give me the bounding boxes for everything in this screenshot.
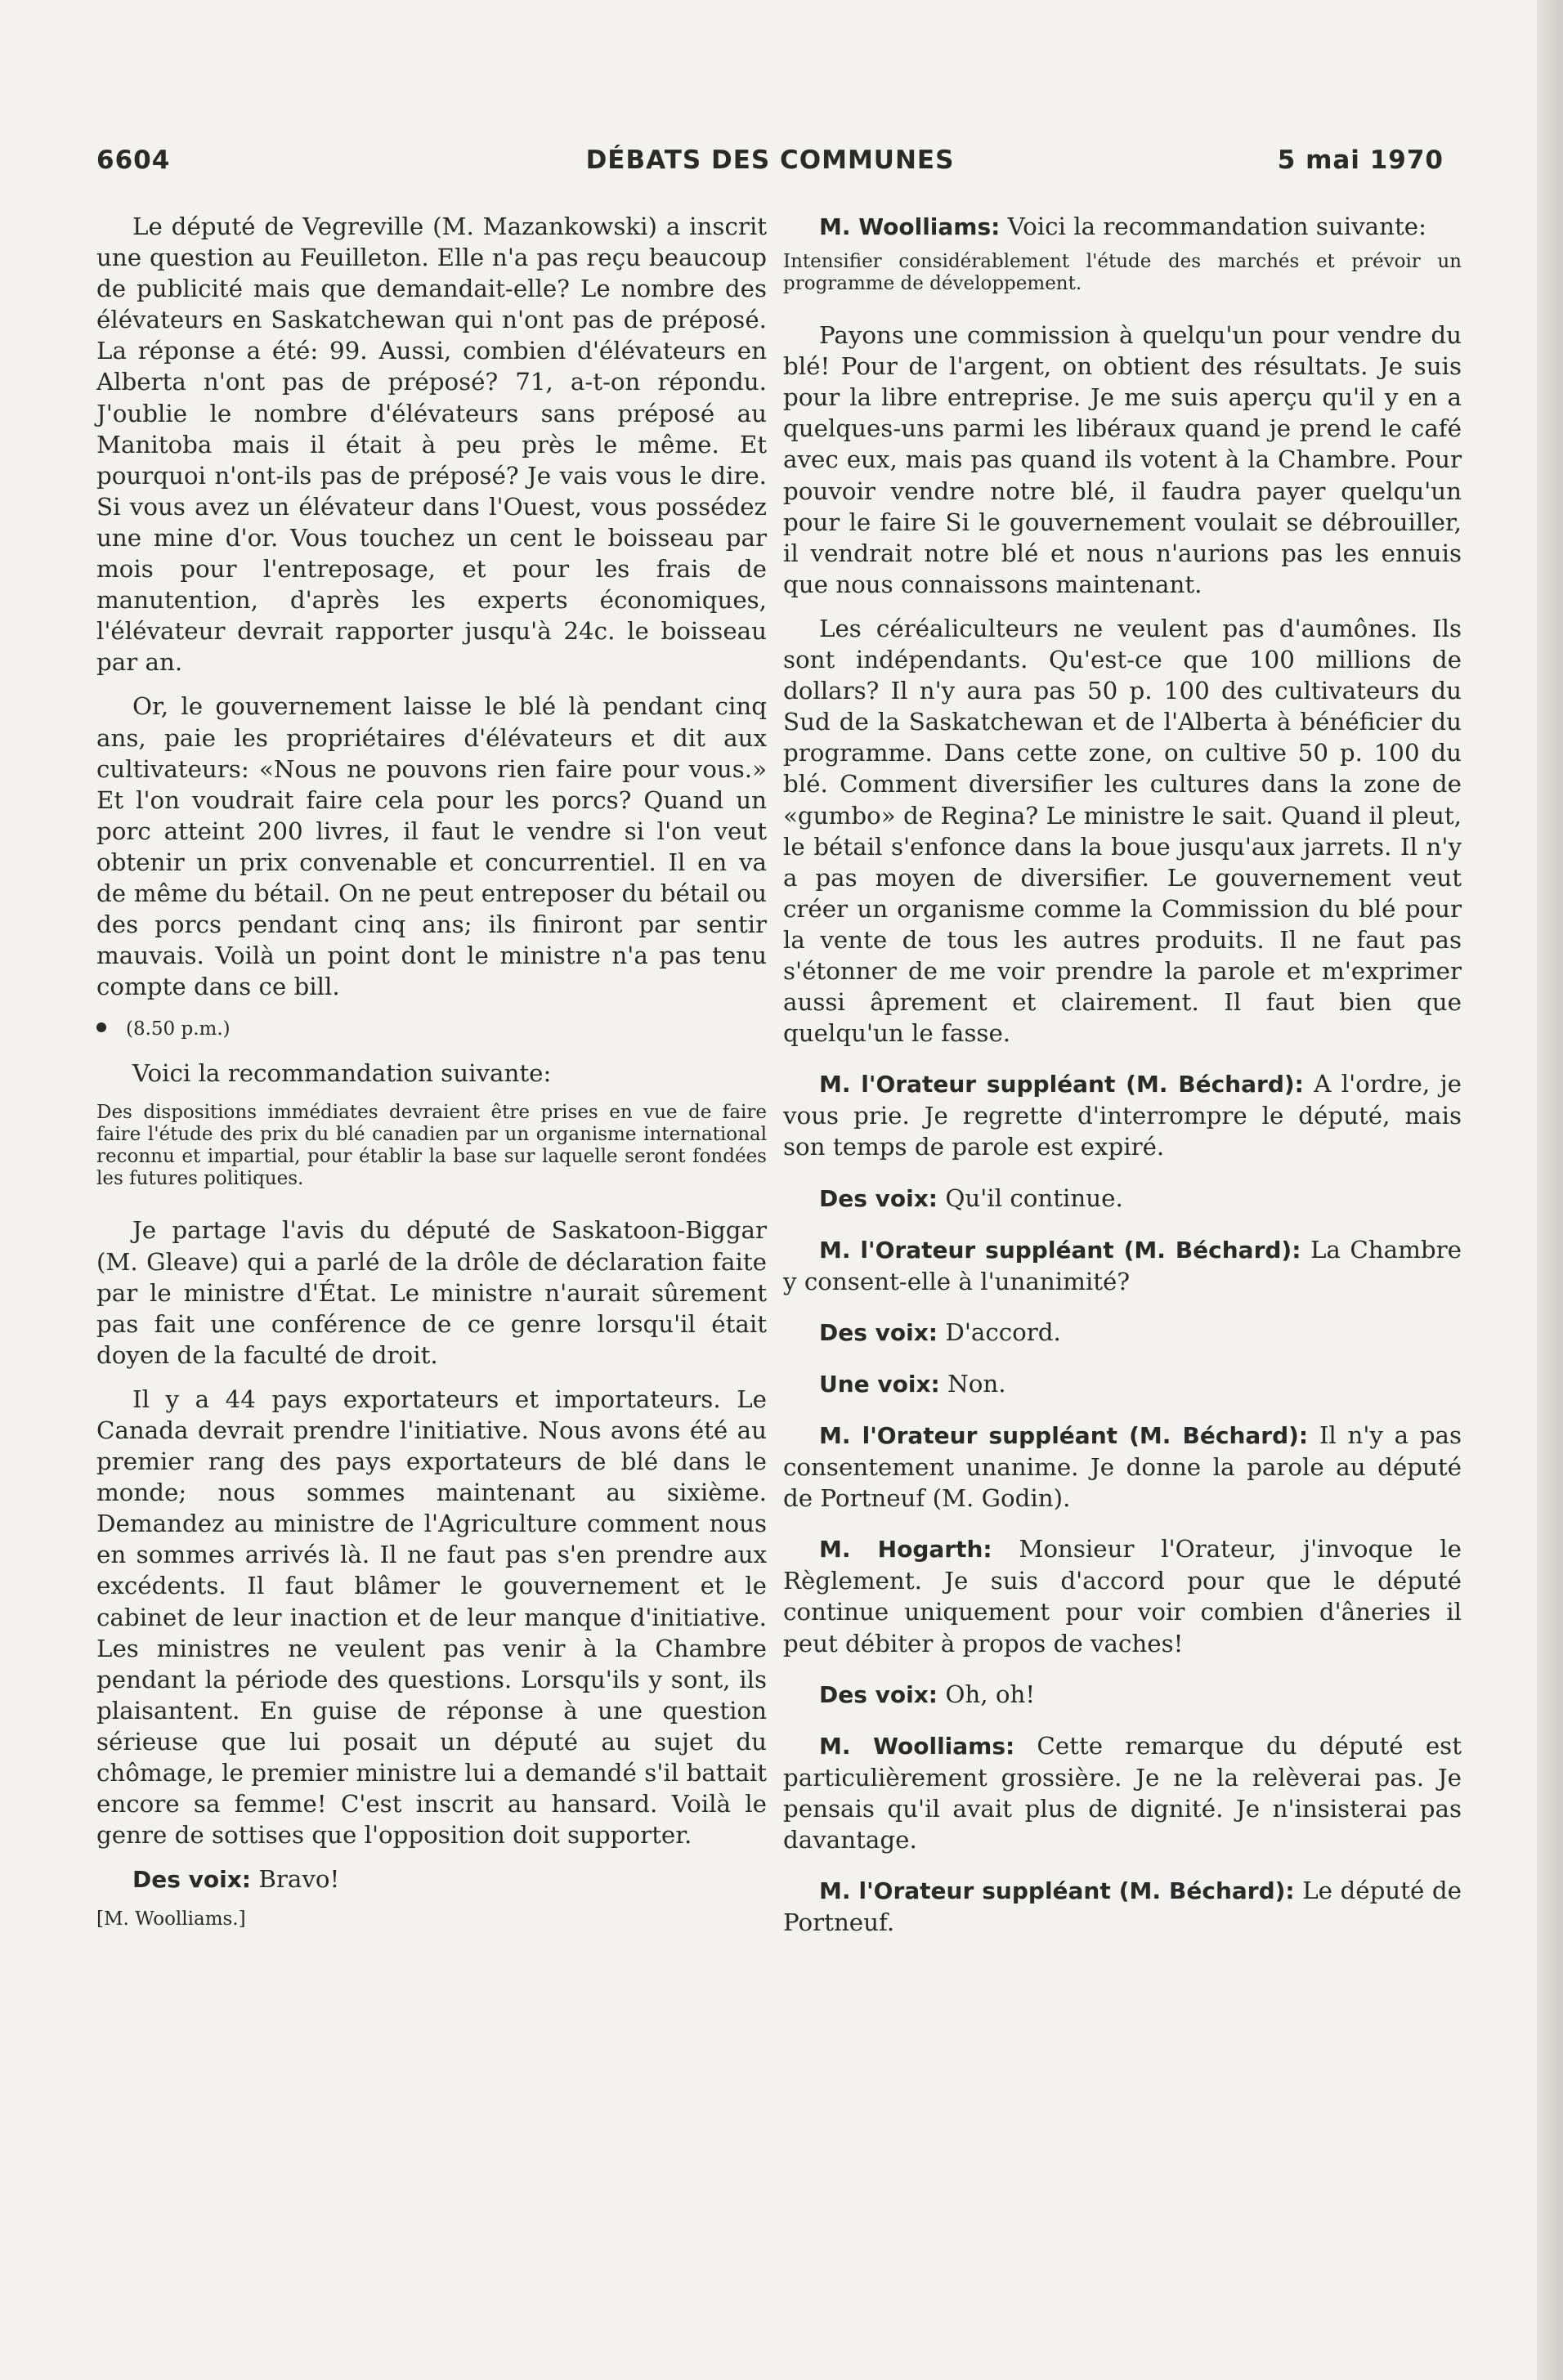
paragraph: Je partage l'avis du député de Saskatoon-Biggar (M. Gleave) qui a parlé de la drôle de déclaration faite par le ministre d'État. Le ministre n'aurait sûrement pas fait une conférence de ce genre lorsqu'il était doyen de la faculté de droit.: [96, 1216, 767, 1369]
exchange: [783, 1068, 1462, 1162]
exchange: [783, 1875, 1462, 1938]
exchange: [783, 211, 1462, 243]
speaker-reference: [M. Woolliams.]: [96, 1908, 246, 1930]
speech-text: Monsieur l'Orateur, j'invoque le Règlement. Je suis d'accord pour que le député continue uniquement pour voir combien d'âneries il peut débiter à propos de vaches!: [783, 1535, 1462, 1658]
speech-text: Qu'il continue.: [945, 1183, 1123, 1212]
exchange: [783, 1679, 1462, 1711]
speech-text: Non.: [947, 1369, 1006, 1398]
left-column: [96, 211, 767, 1930]
time-label: (8.50 p.m.): [126, 1018, 231, 1040]
speech-text: Il n'y a pas consentement unanime. Je donne la parole au député de Portneuf (M. Godin).: [783, 1421, 1462, 1513]
speaker-name: Une voix:: [819, 1370, 940, 1398]
exchange: [783, 1730, 1462, 1855]
speech-text: A l'ordre, je vous prie. Je regrette d'interrompre le député, mais son temps de parole est expiré.: [783, 1070, 1462, 1161]
exchange: [783, 1420, 1462, 1514]
speech-text: Oh, oh!: [945, 1680, 1036, 1708]
page-number: 6604: [96, 145, 171, 175]
page-edge-shadow: [1537, 0, 1563, 2380]
exchange: [783, 1183, 1462, 1215]
bullet-icon: [96, 1022, 106, 1032]
exchange: [783, 1533, 1462, 1658]
page-header: [96, 145, 1444, 186]
block-quote: Intensifier considérablement l'étude des marchés et prévoir un programme de développement.: [783, 251, 1462, 295]
speaker-name: M. l'Orateur suppléant (M. Béchard):: [819, 1422, 1309, 1449]
speaker-name: Des voix:: [132, 1866, 251, 1894]
block-quote: Des dispositions immédiates devraient être prises en vue de faire faire l'étude des prix du blé canadien par un organisme international reconnu et impartial, pour établir la base sur laquelle seront fondées les futures politiques.: [96, 1102, 767, 1190]
speaker-name: Des voix:: [819, 1680, 938, 1708]
speaker-name: Des voix:: [819, 1184, 938, 1212]
speaker-name: M. l'Orateur suppléant (M. Béchard):: [819, 1236, 1301, 1264]
speaker-name: M. Woolliams:: [819, 213, 1001, 240]
speaker-name: M. l'Orateur suppléant (M. Béchard):: [819, 1071, 1304, 1098]
speech-text: La Chambre y consent-elle à l'unanimité?: [783, 1235, 1462, 1295]
speaker-name: M. l'Orateur suppléant (M. Béchard):: [819, 1877, 1295, 1905]
right-column: [783, 211, 1462, 1957]
publication-title: DÉBATS DES COMMUNES: [585, 145, 955, 175]
paragraph: Il y a 44 pays exportateurs et importateurs. Le Canada devrait prendre l'initiative. Nous avons été au premier rang des pays exportateurs de blé dans le monde; nous sommes maintenant au sixième. Demandez au ministre de l'Agriculture comment nous en sommes arrivés là. Il ne faut pas s'en prendre aux excédents. Il faut blâmer le gouvernement et le cabinet de leur inaction et de leur manque d'initiative. Les ministres ne veulent pas venir à la Chambre pendant la période des questions. Lorsqu'ils y sont, ils plaisantent. En guise de réponse à une question sérieuse que lui posait un député au sujet du chômage, le premier ministre lui a demandé s'il battait encore sa femme! C'est inscrit au hansard. Voilà le genre de sottises que l'opposition doit supporter.: [96, 1385, 767, 1850]
speech-text: Cette remarque du député est particulièrement grossière. Je ne la relèverai pas. Je pensais qu'il avait plus de dignité. Je n'insisterai pas davantage.: [783, 1731, 1462, 1854]
paragraph: Voici la recommandation suivante:: [132, 1059, 552, 1088]
exchange: [783, 1368, 1462, 1400]
speech-text: Bravo!: [258, 1865, 340, 1894]
paragraph: Le député de Vegreville (M. Mazankowski) a inscrit une question au Feuilleton. Elle n'a pas reçu beaucoup de publicité mais que demandait-elle? Le nombre des élévateurs en Saskatchewan qui n'ont pas de préposé. La réponse a été: 99. Aussi, combien d'élévateurs en Alberta n'ont pas de préposé? 71, a-t-on répondu. J'oublie le nombre d'élévateurs sans préposé au Manitoba mais il était à peu près le même. Et pourquoi n'ont-ils pas de préposé? Je vais vous le dire. Si vous avez un élévateur dans l'Ouest, vous possédez une mine d'or. Vous touchez un cent le boisseau par mois pour l'entreposage, et pour les frais de manutention, d'après les experts économiques, l'élévateur devrait rapporter jusqu'à 24c. le boisseau par an.: [96, 212, 767, 677]
speaker-name: M. Woolliams:: [819, 1732, 1015, 1760]
speaker-name: Des voix:: [819, 1318, 938, 1346]
paragraph: Or, le gouvernement laisse le blé là pendant cinq ans, paie les propriétaires d'élévateurs et dit aux cultivateurs: «Nous ne pouvons rien faire pour vous.» Et l'on voudrait faire cela pour les porcs? Quand un porc atteint 200 livres, il faut le vendre si l'on veut obtenir un prix convenable et concurrentiel. Il en va de même du bétail. On ne peut entreposer du bétail ou des porcs pendant cinq ans; ils finiront par sentir mauvais. Voilà un point dont le ministre n'a pas tenu compte dans ce bill.: [96, 692, 767, 1001]
paragraph: Les céréaliculteurs ne veulent pas d'aumônes. Ils sont indépendants. Qu'est-ce que 100 millions de dollars? Il n'y aura pas 50 p. 100 des cultivateurs du Sud de la Saskatchewan et de l'Alberta à bénéficier du programme. Dans cette zone, on cultive 50 p. 100 du blé. Comment diversifier les cultures dans la zone de «gumbo» de Regina? Le ministre le sait. Quand il pleut, le bétail s'enfonce dans la boue jusqu'aux jarrets. Il n'y a pas moyen de diversifier. Le gouvernement veut créer un organisme comme la Commission du blé pour la vente de tous les autres produits. Il ne faut pas s'étonner de me voir prendre la parole et m'exprimer aussi âprement et clairement. Il faut bien que quelqu'un le fasse.: [783, 614, 1462, 1048]
speaker-name: M. Hogarth:: [819, 1536, 992, 1564]
speech-text: D'accord.: [945, 1318, 1061, 1346]
speech-text: Le député de Portneuf.: [783, 1877, 1462, 1937]
time-marker: [96, 1018, 767, 1040]
exchange: [96, 1863, 767, 1895]
page-date: 5 mai 1970: [1277, 145, 1444, 175]
speech-text: Voici la recommandation suivante:: [1007, 212, 1426, 240]
exchange: [783, 1317, 1462, 1349]
exchange: [783, 1234, 1462, 1297]
paragraph: Payons une commission à quelqu'un pour vendre du blé! Pour de l'argent, on obtient des résultats. Je suis pour la libre entreprise. Je me suis aperçu qu'il y en a quelques-uns parmi les libéraux quand je prend le café avec eux, mais pas quand ils votent à la Chambre. Pour pouvoir vendre notre blé, il faudra payer quelqu'un pour le faire Si le gouvernement voulait se débrouiller, il vendrait notre blé et nous n'aurions pas les ennuis que nous connaissons maintenant.: [783, 321, 1462, 598]
